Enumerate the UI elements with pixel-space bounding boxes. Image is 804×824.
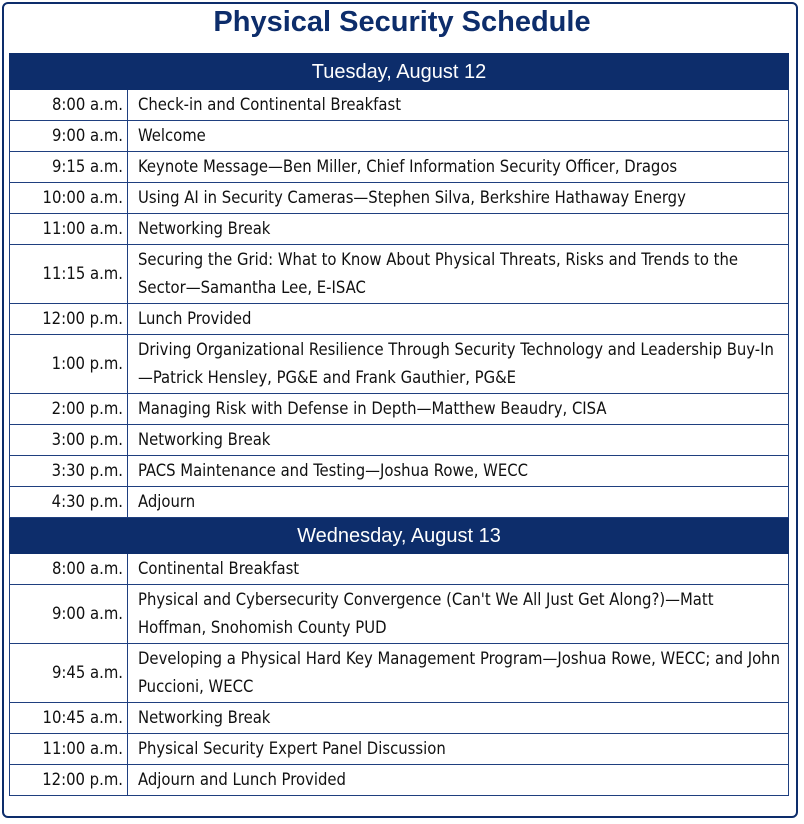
session-time: 8:00 a.m. xyxy=(10,90,128,121)
table-row xyxy=(10,394,789,425)
table-row xyxy=(10,121,789,152)
day-header xyxy=(10,518,789,554)
table-row xyxy=(10,335,789,394)
day-label: Tuesday, August 12 xyxy=(10,54,789,90)
session-desc: PACS Maintenance and Testing—Joshua Rowe, WECC xyxy=(128,456,789,487)
schedule-table xyxy=(9,53,789,796)
session-desc: Networking Break xyxy=(128,425,789,456)
session-desc: Physical Security Expert Panel Discussion xyxy=(128,734,789,765)
session-time: 9:00 a.m. xyxy=(10,121,128,152)
table-row xyxy=(10,644,789,703)
table-row xyxy=(10,152,789,183)
session-time: 2:00 p.m. xyxy=(10,394,128,425)
table-row xyxy=(10,214,789,245)
session-desc: Adjourn and Lunch Provided xyxy=(128,765,789,796)
table-row xyxy=(10,304,789,335)
session-time: 4:30 p.m. xyxy=(10,487,128,518)
session-desc: Adjourn xyxy=(128,487,789,518)
session-desc: Continental Breakfast xyxy=(128,554,789,585)
session-desc: Using AI in Security Cameras—Stephen Silva, Berkshire Hathaway Energy xyxy=(128,183,789,214)
session-desc: Networking Break xyxy=(128,214,789,245)
day-label: Wednesday, August 13 xyxy=(10,518,789,554)
session-time: 10:45 a.m. xyxy=(10,703,128,734)
session-time: 9:00 a.m. xyxy=(10,585,128,644)
session-time: 11:00 a.m. xyxy=(10,214,128,245)
session-desc: Keynote Message—Ben Miller, Chief Information Security Officer, Dragos xyxy=(128,152,789,183)
session-time: 10:00 a.m. xyxy=(10,183,128,214)
session-desc: Driving Organizational Resilience Through Security Technology and Leadership Buy-In—Patrick Hensley, PG&E and Frank Gauthier, PG&E xyxy=(128,335,789,394)
session-time: 3:30 p.m. xyxy=(10,456,128,487)
session-time: 1:00 p.m. xyxy=(10,335,128,394)
table-row xyxy=(10,734,789,765)
session-desc: Networking Break xyxy=(128,703,789,734)
session-time: 11:15 a.m. xyxy=(10,245,128,304)
table-row xyxy=(10,456,789,487)
session-time: 3:00 p.m. xyxy=(10,425,128,456)
table-row xyxy=(10,554,789,585)
table-row xyxy=(10,90,789,121)
session-desc: Check-in and Continental Breakfast xyxy=(128,90,789,121)
session-desc: Managing Risk with Defense in Depth—Matthew Beaudry, CISA xyxy=(128,394,789,425)
table-row xyxy=(10,765,789,796)
session-desc: Lunch Provided xyxy=(128,304,789,335)
session-time: 11:00 a.m. xyxy=(10,734,128,765)
session-desc: Physical and Cybersecurity Convergence (Can't We All Just Get Along?)—Matt Hoffman, Snohomish County PUD xyxy=(128,585,789,644)
table-row xyxy=(10,487,789,518)
table-row xyxy=(10,425,789,456)
session-time: 12:00 p.m. xyxy=(10,304,128,335)
session-time: 9:45 a.m. xyxy=(10,644,128,703)
table-row xyxy=(10,183,789,214)
day-header xyxy=(10,54,789,90)
table-row xyxy=(10,245,789,304)
session-desc: Welcome xyxy=(128,121,789,152)
session-time: 8:00 a.m. xyxy=(10,554,128,585)
session-desc: Securing the Grid: What to Know About Physical Threats, Risks and Trends to the Sector—Samantha Lee, E-ISAC xyxy=(128,245,789,304)
table-row xyxy=(10,585,789,644)
page-title: Physical Security Schedule xyxy=(213,6,591,38)
session-time: 12:00 p.m. xyxy=(10,765,128,796)
session-time: 9:15 a.m. xyxy=(10,152,128,183)
table-row xyxy=(10,703,789,734)
session-desc: Developing a Physical Hard Key Management Program—Joshua Rowe, WECC; and John Puccioni, WECC xyxy=(128,644,789,703)
